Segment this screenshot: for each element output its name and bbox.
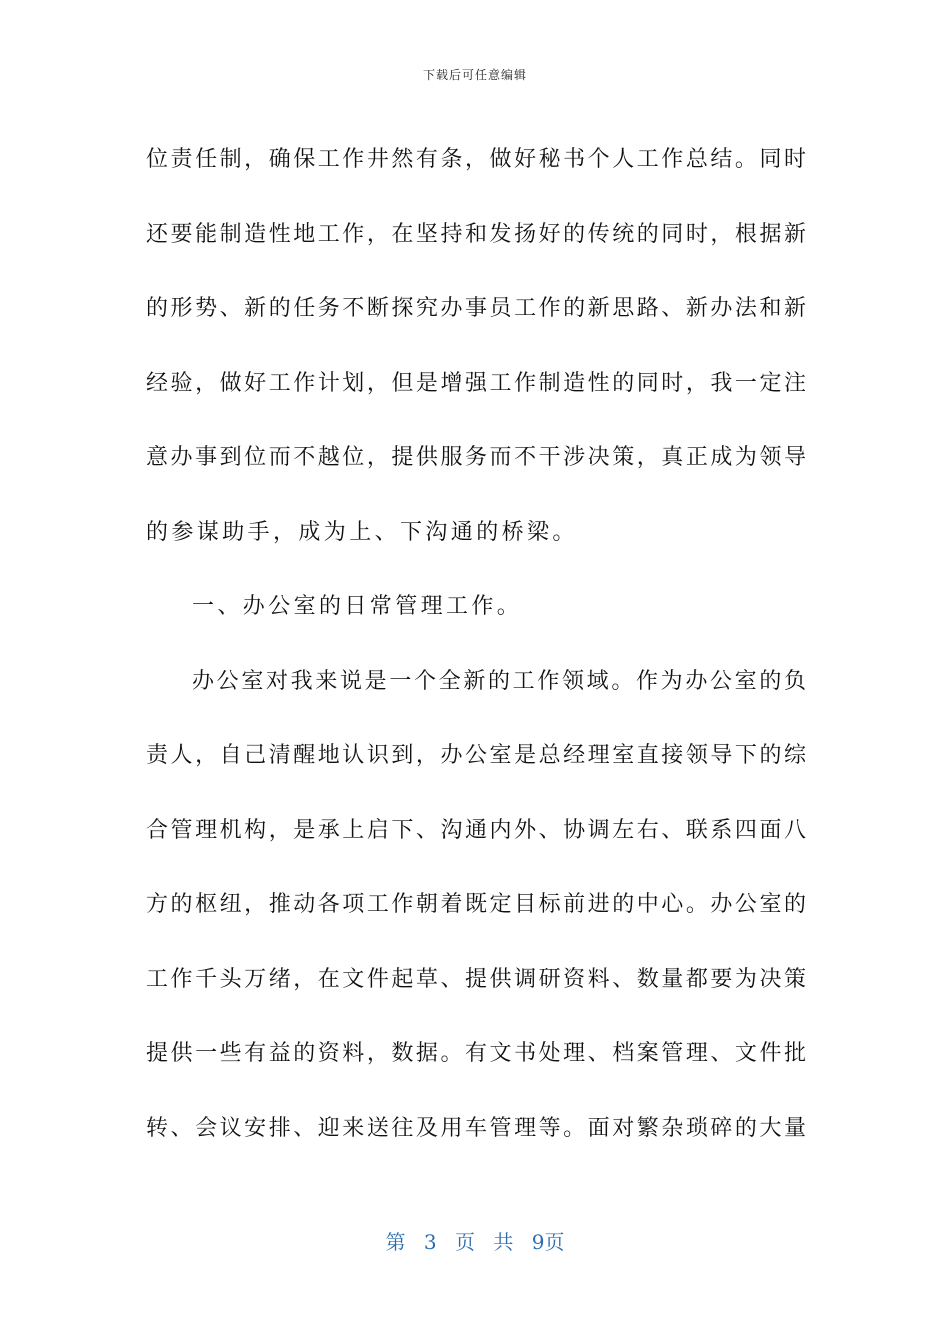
document-body (146, 123, 806, 1166)
header-note: 下载后可任意编辑 (422, 68, 527, 82)
paragraph-line: 的形势、新的任务不断探究办事员工作的新思路、新办法和新 (146, 296, 806, 321)
total-pages: 9页 (531, 1230, 565, 1254)
paragraph-line: 意办事到位而不越位，提供服务而不干涉决策，真正成为领导 (146, 445, 806, 470)
section-heading: 一、办公室的日常管理工作。 (192, 594, 523, 619)
footer-word-ye: 页 (455, 1230, 475, 1254)
paragraph-line: 位责任制，确保工作井然有条，做好秘书个人工作总结。同时 (146, 147, 806, 172)
paragraph-line: 合管理机构，是承上启下、沟通内外、协调左右、联系四面八 (146, 817, 806, 843)
current-page-number: 3 (423, 1230, 437, 1254)
paragraph-line: 提供一些有益的资料，数据。有文书处理、档案管理、文件批 (146, 1041, 806, 1066)
paragraph-line: 方的枢纽，推动各项工作朝着既定目标前进的中心。办公室的 (146, 892, 806, 917)
footer-word-gong: 共 (493, 1230, 514, 1254)
paragraph-line: 转、会议安排、迎来送往及用车管理等。面对繁杂琐碎的大量 (146, 1115, 806, 1141)
paragraph-line: 经验，做好工作计划，但是增强工作制造性的同时，我一定注 (146, 370, 806, 396)
paragraph-line: 责人，自己清醒地认识到，办公室是总经理室直接领导下的综 (146, 743, 806, 768)
page-footer (0, 1226, 950, 1255)
paragraph-line: 还要能制造性地工作，在坚持和发扬好的传统的同时，根据新 (146, 221, 806, 247)
paragraph-line: 工作千头万绪，在文件起草、提供调研资料、数量都要为决策 (146, 966, 806, 992)
footer-word-di: 第 (385, 1230, 406, 1254)
paragraph-line: 的参谋助手，成为上、下沟通的桥梁。 (146, 519, 578, 545)
paragraph-line: 办公室对我来说是一个全新的工作领域。作为办公室的负 (192, 668, 806, 694)
